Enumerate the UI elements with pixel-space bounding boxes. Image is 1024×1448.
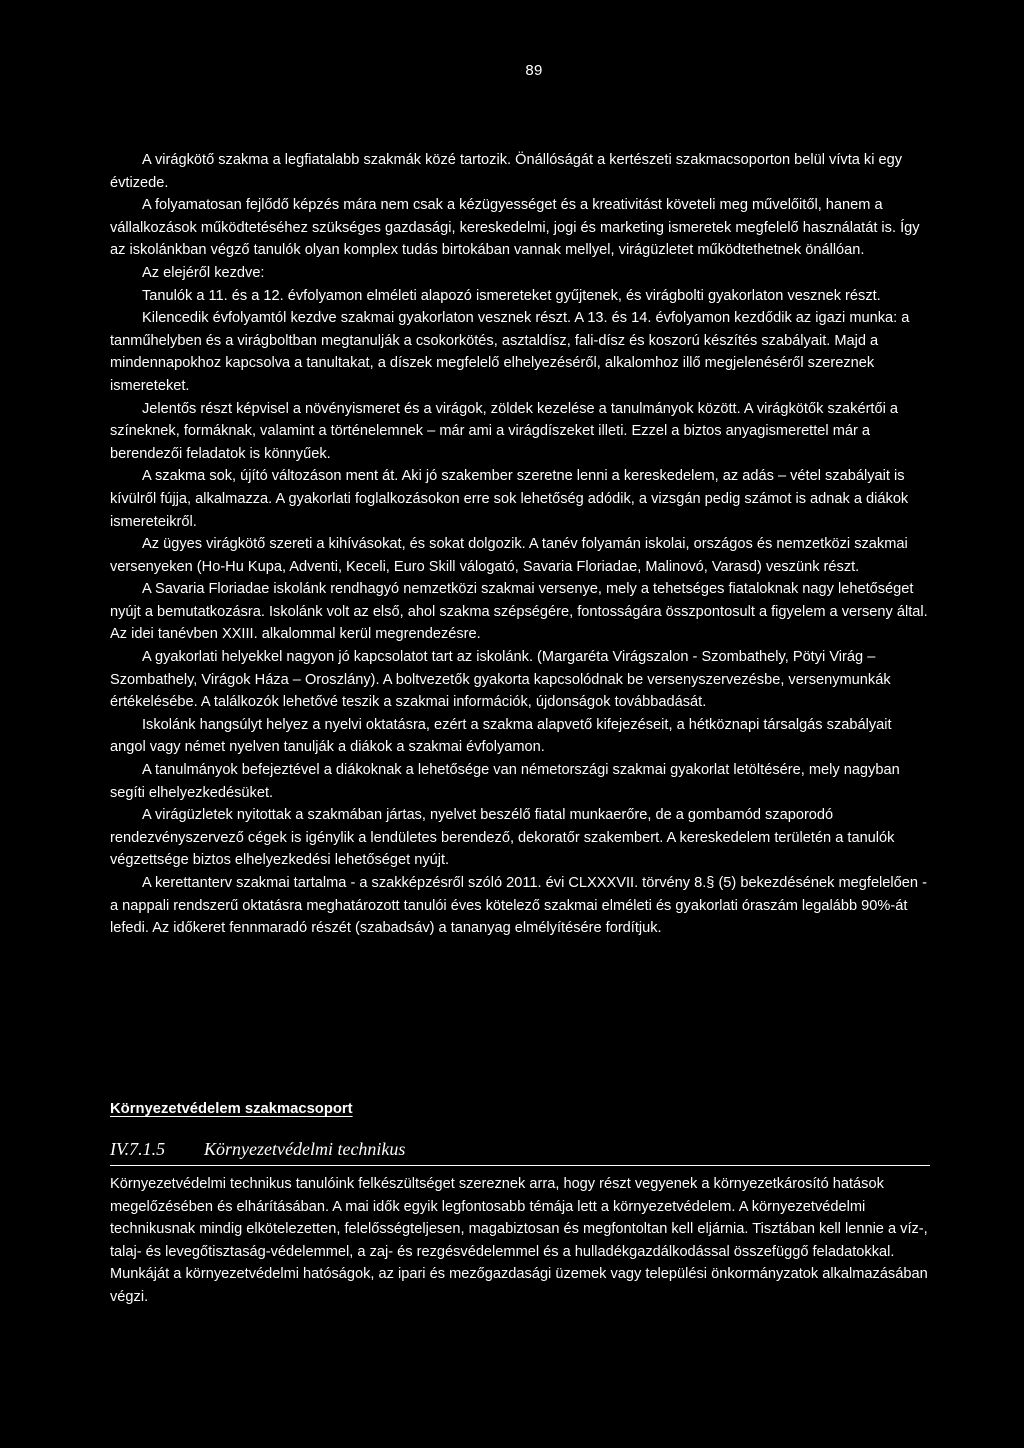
paragraph-competitions: Az ügyes virágkötő szereti a kihívásokat, és sokat dolgozik. A tanév folyamán iskolai, országos és nemzetközi szakmai versenyeken (Ho-Hu Kupa, Adventi, Keceli, Euro Skill válogató, Savaria Floriadae, Malinovó, Varasd) veszünk részt. <box>110 536 908 575</box>
subheading-title: Környezetvédelmi technikus <box>204 1139 406 1159</box>
section-text <box>110 1173 930 1309</box>
paragraph-environment: Környezetvédelmi technikus tanulóink felkészültséget szereznek arra, hogy részt vegyenek a környezetkárosító hatások megelőzésében és elhárításában. A mai idők egyik legfontosabb témája lett a környezetvédelem. A környezetvédelmi technikusnak mindig elkötelezetten, felelősségteljesen, magabiztosan és megfontoltan kell eljárnia. Tisztában kell lennie a víz-, talaj- és levegőtisztaság-védelemmel, a zaj- és rezgésvédelemmel és a hulladékgazdálkodással összefüggő feladatokkal. Munkáját a környezetvédelmi hatóságok, az ipari és mezőgazdasági üzemek vagy települési önkormányzatok alkalmazásában végzi. <box>110 1176 928 1305</box>
main-text <box>110 149 930 940</box>
section-title: Környezetvédelem szakmacsoport <box>110 1101 353 1117</box>
paragraph-practice-places: A gyakorlati helyekkel nagyon jó kapcsolatot tart az iskolánk. (Margaréta Virágszalon - Szombathely, Pötyi Virág – Szombathely, Virágok Háza – Oroszlány). A boltvezetők gyakorta kapcsolódnak be versenyszervezésbe, versenymunkák értékelésébe. A találkozók lehetővé teszik a szakmai információk, újdonságok továbbadását. <box>110 649 891 711</box>
paragraph-abroad: A tanulmányok befejeztével a diákoknak a lehetősége van németországi szakmai gyakorlat letöltésére, mely nagyban segíti elhelyezkedésüket. <box>110 762 900 801</box>
paragraph-intro: A virágkötő szakma a legfiatalabb szakmák közé tartozik. Önállóságát a kertészeti szakmacsoporton belül vívta ki egy évtizede. <box>110 152 903 191</box>
subheading <box>110 1138 930 1166</box>
paragraph-training: A folyamatosan fejlődő képzés mára nem csak a kézügyességet és a kreativitást követeli meg művelőitől, hanem a vállalkozások működtetéséhez szükséges gazdasági, kereskedelmi, jogi és marketing ismeretek megfelelő használatát is. Így az iskolánkban végző tanulók olyan komplex tudás birtokában vannak mellyel, virágüzletet működtethetnek önállóan. <box>110 197 920 259</box>
paragraph-changes: A szakma sok, újító változáson ment át. Aki jó szakember szeretne lenni a kereskedelem, az adás – vétel szabályait is kívülről fújja, alkalmazza. A gyakorlati foglalkozásokon erre sok lehetőség adódik, a vizsgán pedig számot is adnak a diákok ismereteikről. <box>110 468 909 530</box>
paragraph-plant-knowledge: Jelentős részt képvisel a növényismeret és a virágok, zöldek kezelése a tanulmányok között. A virágkötők szakértői a színeknek, formáknak, valamint a történelemnek – már ami a virágdíszeket illeti. Ezzel a biztos anyagismerettel már a berendezői feladatok is könnyűek. <box>110 400 899 462</box>
paragraph-practice: Kilencedik évfolyamtól kezdve szakmai gyakorlaton vesznek részt. A 13. és 14. évfolyamon kezdődik az igazi munka: a tanműhelyben és a virágboltban megtanulják a csokorkötés, asztaldísz, fali-dísz és koszorú készítés szabályait. Majd a mindennapokhoz kapcsolva a tanultakat, a díszek megfelelő elhelyezéséről, alkalomhoz illő megjelenéséről szereznek ismereteket. <box>110 310 910 394</box>
paragraph-savaria: A Savaria Floriadae iskolánk rendhagyó nemzetközi szakmai versenye, mely a tehetséges fiataloknak nagy lehetőséget nyújt a bemutatkozásra. Iskolánk volt az első, ahol szakma szépségére, fontosságára összpontosult a figyelem a verseny által. Az idei tanévben XXIII. alkalommal kerül megrendezésre. <box>110 581 928 643</box>
subheading-number: IV.7.1.5 <box>110 1139 166 1159</box>
paragraph-from-start: Az elejéről kezdve: <box>142 264 265 281</box>
paragraph-languages: Iskolánk hangsúlyt helyez a nyelvi oktatásra, ezért a szakma alapvető kifejezéseit, a hétköznapi társalgás szabályait angol vagy német nyelven tanulják a diákok a szakmai évfolyamon. <box>110 716 892 756</box>
page-number: 89 <box>525 62 543 79</box>
paragraph-curriculum: A kerettanterv szakmai tartalma - a szakképzésről szóló 2011. évi CLXXXVII. törvény 8.§ (5) bekezdésének megfelelően - a nappali rendszerű oktatásra meghatározott tanulói éves kötelező szakmai elméleti és gyakorlati óraszám legalább 90%-át lefedi. Az időkeret fennmaradó részét (szabadsáv) a tananyag elmélyítésére fordítjuk. <box>110 875 927 937</box>
paragraph-grades: Tanulók a 11. és a 12. évfolyamon elméleti alapozó ismereteket gyűjtenek, és virágbolti gyakorlaton vesznek részt. <box>142 287 881 304</box>
paragraph-employment: A virágüzletek nyitottak a szakmában jártas, nyelvet beszélő fiatal munkaerőre, de a gombamód szaporodó rendezvényszervező cégek is igénylik a lendületes berendező, dekoratőr szakembert. A kereskedelem területén a tanulók végzettsége biztos elhelyezkedési lehetőséget nyújt. <box>110 807 895 869</box>
